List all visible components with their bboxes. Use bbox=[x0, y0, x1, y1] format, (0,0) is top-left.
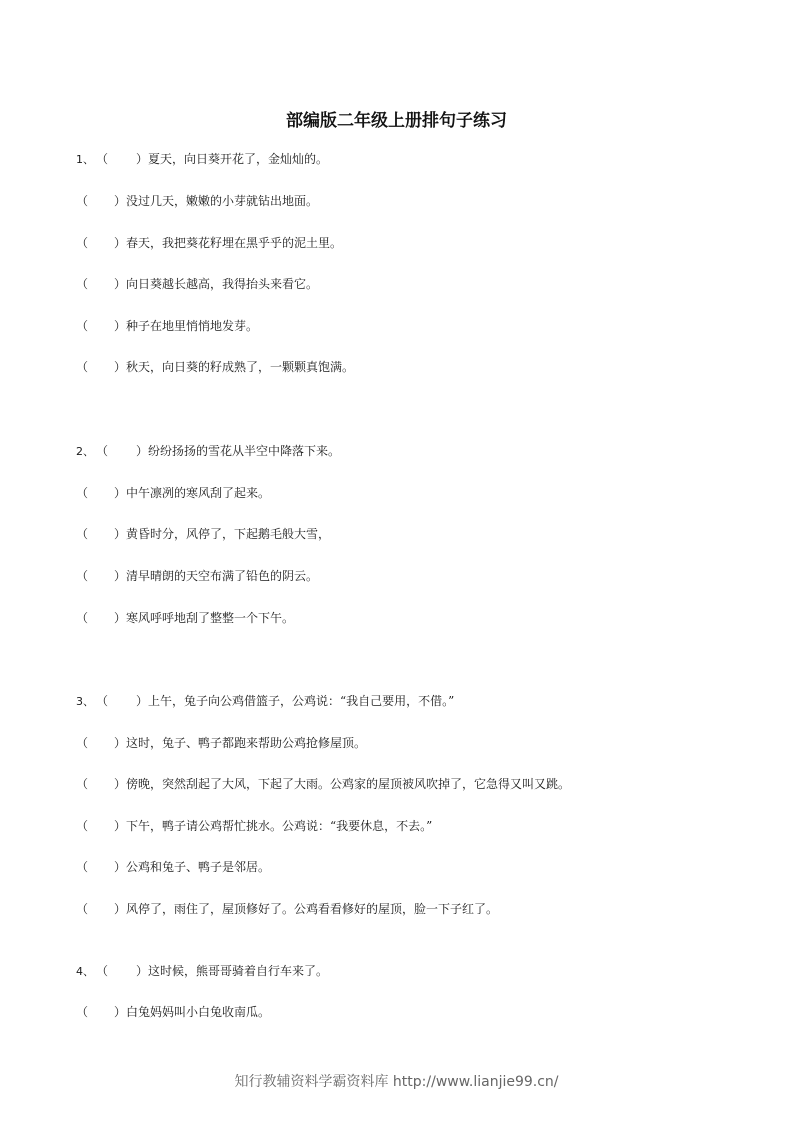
sentence-text: 这时，兔子、鸭子都跑来帮助公鸡抢修屋顶。 bbox=[126, 736, 367, 750]
question-number: 4、 bbox=[76, 965, 94, 978]
question-3-line-1 bbox=[76, 693, 454, 710]
answer-blank-close: ） bbox=[136, 694, 149, 708]
question-1-line-4 bbox=[76, 276, 318, 292]
question-number: 1、 bbox=[76, 153, 94, 166]
sentence-text: 风停了，雨住了，屋顶修好了。公鸡看看修好的屋顶，脸一下子红了。 bbox=[126, 902, 499, 916]
sentence-text: 下午，鸭子请公鸡帮忙挑水。公鸡说：“我要休息，不去。” bbox=[126, 819, 433, 833]
question-4-line-2 bbox=[76, 1004, 270, 1020]
question-3-line-5 bbox=[76, 859, 270, 875]
sentence-text: 纷纷扬扬的雪花从半空中降落下来。 bbox=[148, 444, 341, 458]
question-3-line-4 bbox=[76, 818, 432, 834]
sentence-text: 向日葵越长越高，我得抬头来看它。 bbox=[126, 277, 319, 291]
answer-blank-open: （ bbox=[76, 611, 89, 625]
question-2-line-4 bbox=[76, 568, 318, 584]
answer-blank-close: ） bbox=[114, 1005, 127, 1019]
question-2-line-1 bbox=[76, 443, 340, 460]
sentence-text: 白兔妈妈叫小白兔收南瓜。 bbox=[126, 1005, 271, 1019]
answer-blank-close: ） bbox=[114, 777, 127, 791]
answer-blank-close: ） bbox=[114, 819, 127, 833]
answer-blank-open: （ bbox=[76, 236, 89, 250]
answer-blank-close: ） bbox=[114, 486, 127, 500]
answer-blank-open: （ bbox=[76, 860, 89, 874]
sentence-text: 清早晴朗的天空布满了铅色的阴云。 bbox=[126, 569, 319, 583]
answer-blank-close: ） bbox=[114, 236, 127, 250]
answer-blank-open: （ bbox=[76, 486, 89, 500]
answer-blank-open: （ bbox=[76, 1005, 89, 1019]
question-1-line-1 bbox=[76, 151, 328, 168]
answer-blank-close: ） bbox=[114, 527, 127, 541]
answer-blank-close: ） bbox=[136, 152, 149, 166]
footer-watermark: 知行教辅资料学霸资料库 http://www.lianjie99.cn/ bbox=[234, 1074, 559, 1090]
sentence-text: 夏天，向日葵开花了，金灿灿的。 bbox=[148, 152, 329, 166]
sentence-text: 黄昏时分，风停了，下起鹅毛般大雪， bbox=[126, 527, 331, 541]
sentence-text: 公鸡和兔子、鸭子是邻居。 bbox=[126, 860, 271, 874]
answer-blank-open: （ bbox=[76, 902, 89, 916]
answer-blank-close: ） bbox=[114, 319, 127, 333]
question-3-line-2 bbox=[76, 735, 366, 751]
question-3-line-6 bbox=[76, 901, 498, 917]
question-4-line-1 bbox=[76, 963, 328, 980]
sentence-text: 中午凛冽的寒风刮了起来。 bbox=[126, 486, 271, 500]
answer-blank-open: （ bbox=[96, 694, 109, 708]
answer-blank-close: ） bbox=[114, 611, 127, 625]
answer-blank-open: （ bbox=[76, 819, 89, 833]
answer-blank-open: （ bbox=[96, 152, 109, 166]
sentence-text: 没过几天，嫩嫩的小芽就钻出地面。 bbox=[126, 194, 319, 208]
question-2-line-3 bbox=[76, 526, 330, 542]
answer-blank-open: （ bbox=[96, 444, 109, 458]
answer-blank-close: ） bbox=[114, 902, 127, 916]
answer-blank-close: ） bbox=[136, 444, 149, 458]
question-1-line-6 bbox=[76, 359, 354, 375]
sentence-text: 这时候，熊哥哥骑着自行车来了。 bbox=[148, 964, 329, 978]
question-2-line-5 bbox=[76, 610, 294, 626]
sentence-text: 寒风呼呼地刮了整整一个下午。 bbox=[126, 611, 295, 625]
answer-blank-close: ） bbox=[114, 360, 127, 374]
answer-blank-close: ） bbox=[136, 964, 149, 978]
question-number: 2、 bbox=[76, 445, 94, 458]
answer-blank-close: ） bbox=[114, 194, 127, 208]
answer-blank-open: （ bbox=[76, 777, 89, 791]
answer-blank-open: （ bbox=[76, 569, 89, 583]
question-3-line-3 bbox=[76, 776, 570, 792]
question-1-line-3 bbox=[76, 235, 342, 251]
sentence-text: 种子在地里悄悄地发芽。 bbox=[126, 319, 259, 333]
sentence-text: 傍晚，突然刮起了大风，下起了大雨。公鸡家的屋顶被风吹掉了，它急得又叫又跳。 bbox=[126, 777, 571, 791]
answer-blank-open: （ bbox=[76, 194, 89, 208]
answer-blank-close: ） bbox=[114, 860, 127, 874]
question-number: 3、 bbox=[76, 695, 94, 708]
question-1-line-5 bbox=[76, 318, 258, 334]
question-1-line-2 bbox=[76, 193, 318, 209]
answer-blank-open: （ bbox=[96, 964, 109, 978]
answer-blank-open: （ bbox=[76, 736, 89, 750]
sentence-text: 春天，我把葵花籽埋在黑乎乎的泥土里。 bbox=[126, 236, 343, 250]
answer-blank-open: （ bbox=[76, 527, 89, 541]
answer-blank-open: （ bbox=[76, 360, 89, 374]
answer-blank-close: ） bbox=[114, 736, 127, 750]
answer-blank-open: （ bbox=[76, 319, 89, 333]
question-2-line-2 bbox=[76, 485, 270, 501]
answer-blank-close: ） bbox=[114, 277, 127, 291]
answer-blank-close: ） bbox=[114, 569, 127, 583]
sentence-text: 上午，兔子向公鸡借篮子，公鸡说：“我自己要用，不借。” bbox=[148, 694, 455, 708]
page-title: 部编版二年级上册排句子练习 bbox=[286, 111, 507, 131]
answer-blank-open: （ bbox=[76, 277, 89, 291]
sentence-text: 秋天，向日葵的籽成熟了，一颗颗真饱满。 bbox=[126, 360, 355, 374]
